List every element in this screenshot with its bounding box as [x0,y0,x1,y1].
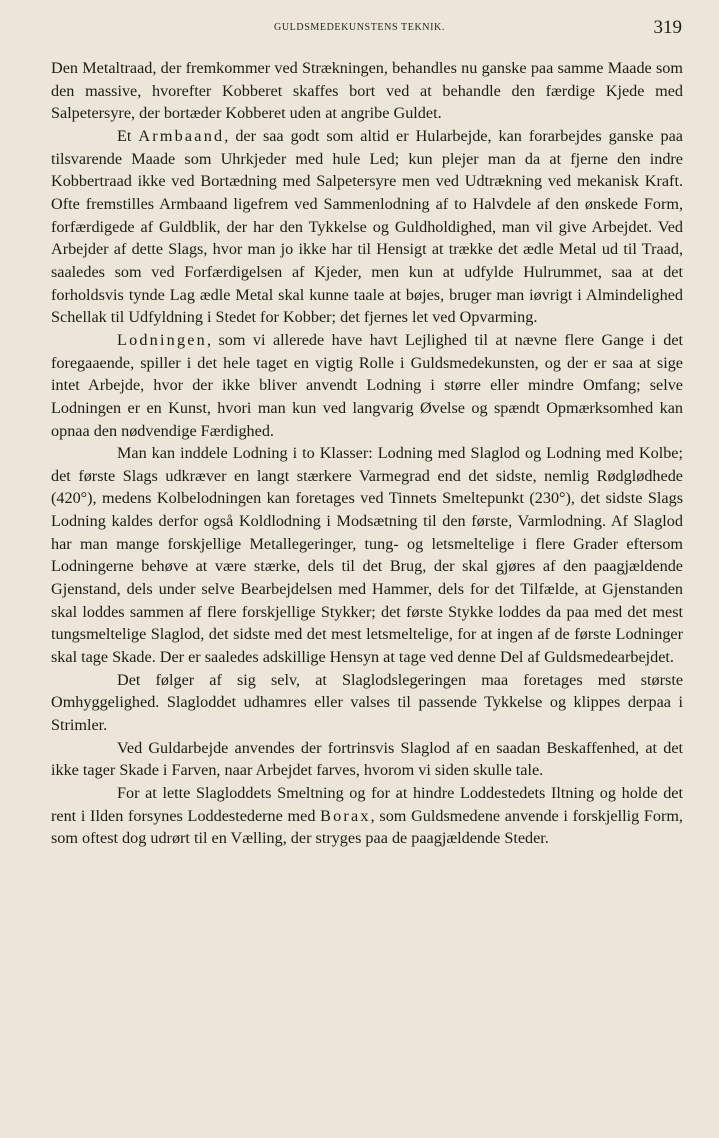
paragraph-text: Man kan inddele Lodning i to Klasser: Lodning med Slaglod og Lodning med Kolbe; det første Slags udkræver en langt stærkere Varmegrad end det sidste, nemlig Rødglødhede (420°), medens Kolbelodningen kan foretages ved Tinnets Smeltepunkt (230°), det sidste Slags Lodning kaldes derfor også Koldlodning i Modsætning til den første, Varmlodning. Af Slaglod har man mange forskjellige Metallegeringer, tung- og letsmeltelige i flere Grader eftersom Lodningerne behøve at være stærke, dels til det Brug, der skal gjøres af den paagjældende Gjenstand, dels under selve Bearbejdelsen med Hammer, dels for det Tilfælde, at Gjenstanden skal loddes sammen af flere forskjellige Stykker; det første Stykke loddes da paa med det mest tungsmeltelige Slaglod, det sidste med det mest letsmeltelige, for at ingen af de første Lodninger skal tage Skade. Der er saaledes adskillige Hensyn at tage ved denne Del af Guldsmedearbejdet. [51,444,683,667]
paragraph-text: , som vi allerede have havt Lejlighed til at nævne flere Gange i det foregaaende, spiller i det hele taget en vigtig Rolle i Guldsmedekunsten, og der er saa at sige intet Arbejde, hvor der ikke bliver anvendt Lodning i større eller mindre Omfang; selve Lodningen er en Kunst, hvori man kun ved langvarig Øvelse og spændt Opmærksomhed kan opnaa den nødvendige Færdighed. [51,330,683,440]
page-number: 319 [653,17,682,38]
paragraph-text: Det følger af sig selv, at Slaglodslegeringen maa foretages med største Omhyggelighed. Slagloddet udhamres eller valses til passende Tykkelse og klippes derpaa i Strimler. [51,670,683,735]
paragraph-metaltraad [51,57,683,125]
paragraph-slaglodslegering [51,669,683,737]
paragraph-text: , som Guldsmedene anvende i forskjellig Form, som oftest dog udrørt til en Vælling, der stryges paa de paagjældende Steder. [51,806,683,848]
running-head [0,17,719,41]
running-title: GULDSMEDEKUNSTENS TEKNIK. [274,22,445,33]
paragraph-text: For at lette Slagloddets Smeltning og for at hindre Loddestedets Iltning og holde det rent i Ilden forsynes Loddestederne med [51,784,683,825]
paragraph-text: Et [117,126,139,145]
body-text [51,57,683,850]
paragraph-guldarbejde [51,737,683,782]
paragraph-text: Den Metaltraad, der fremkommer ved Strækningen, behandles nu ganske paa samme Maade som den massive, hvorefter Kobberet skaffes bort ved at behandle den færdige Kjede med Salpetersyre, der bortæder Kobberet uden at angribe Guldet. [51,59,683,123]
paragraph-klasser [51,442,683,669]
spaced-term-borax: Borax [320,806,371,825]
paragraph-armbaand [51,125,683,329]
spaced-term-armbaand: Armbaand [138,126,225,145]
paragraph-text: Ved Guldarbejde anvendes der fortrinsvis Slaglod af en saadan Beskaffenhed, at det ikke tager Skade i Farven, naar Arbejdet farves, hvorom vi siden skulle tale. [51,738,683,780]
paragraph-text: , der saa godt som altid er Hularbejde, kan forarbejdes ganske paa tilsvarende Maade som Uhrkjeder med hule Led; kun plejer man da at fjerne den indre Kobbertraad ikke ved Bortædning med Salpetersyre men ved Udtrækning ved mekanisk Kraft. Ofte fremstilles Armbaand ligefrem ved Sammenlodning af to Halvdele af den ønskede Form, forfærdigede af Guldblik, der har den Tykkelse og Guldholdighed, man vil give Arbejdet. Ved Arbejder af dette Slags, hvor man jo ikke har til Hensigt at trække det ædle Metal ud til Traad, saaledes som ved Forfærdigelsen af Kjeder, men kun at udfylde Hulrummet, saa at det forholdsvis tynde Lag ædle Metal skal kunne taale at bøjes, bruger man iøvrigt i Almindelighed Schellak til Udfyldning i Stedet for Kobber; det fjernes let ved Opvarming. [51,126,683,327]
paragraph-lodningen [51,329,683,442]
spaced-term-lodningen: Lodningen [117,330,207,349]
paragraph-borax [51,782,683,850]
